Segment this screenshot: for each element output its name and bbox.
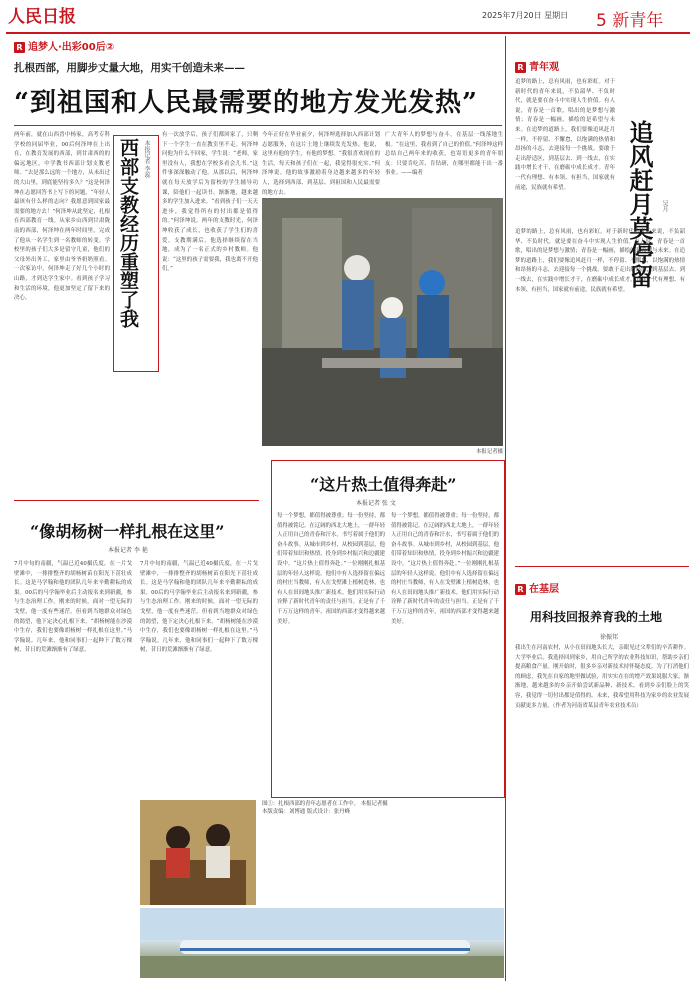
section2-body: 我出生在河南农村，从小在田间地头长大，亲眼见过父辈们的辛苦耕作。大学毕业后，我选择回到家乡，用自己所学的农业科技知识，帮助乡亲们提高粮食产量。刚开始时，很多乡亲对新技术持怀疑态度。为了打消他们的顾虑，我先在自家的地里做试验，用实实在在的增产效果说服大家。渐渐地，越来越多的乡亲开始尝试新品种、新技术。看到乡亲们脸上的笑容，我觉得一切付出都是值得的。未来，我希望用科技为家乡的农业发展贡献更多力量。（作者为河南省某县青年农业技术员） <box>515 645 689 709</box>
section2-rule <box>515 566 689 567</box>
photo-children <box>140 800 256 905</box>
essay-author: 吴月 <box>661 200 668 212</box>
photo-children-illustration <box>140 800 256 905</box>
footer-editor-note: 图①：扎根西部的青年志愿者在工作中。 本报记者摄 <box>262 801 388 807</box>
column-divider <box>505 36 506 981</box>
date-line: 2025年7月20日 星期日 <box>482 11 569 20</box>
second-story-rule <box>14 500 259 501</box>
r-badge-icon: R <box>515 584 526 595</box>
essay-body-main: 追梦的路上，总有风雨，也有彩虹。对于新时代的青年来说，不负韶华、不负时代，就是要在奋斗中实现人生价值。有人说，青春是一首歌，唱出的是梦想与激情；青春是一幅画，描绘的是希望与未来。在追梦的道路上，我们要像追风赶月一样，不停留、不懈怠，以饱满的热情和昂扬的斗志，去迎接每一个挑战。要敢于走出舒适区，到基层去、到一线去，在实践中增长才干，在磨砺中成长成才。青年一代有理想、有本领、有担当，国家就有前途，民族就有希望。 <box>515 229 685 293</box>
photo-train <box>140 908 504 978</box>
kicker-label: R 追梦人·出彩00后② <box>14 38 114 53</box>
photo-workers <box>262 198 503 446</box>
page-label: 5 新青年 <box>596 11 664 31</box>
essay-body-top: 追梦的路上，总有风雨，也有彩虹。对于新时代的青年来说，不负韶华、不负时代，就是要在奋斗中实现人生价值。有人说，青春是一首歌，唱出的是梦想与激情；青春是一幅画，描绘的是希望与未来。在追梦的道路上，我们要像追风赶月一样，不停留、不懈怠，以饱满的热情和昂扬的斗志，去迎接每一个挑战。要敢于走出舒适区，到基层去、到一线去，在实践中增长才干，在磨砺中成长成才。青年一代有理想、有本领、有担当，国家就有前途，民族就有希望。 <box>515 79 615 191</box>
boxed-body-col2: 每一个梦想，都值得被尊重；每一份坚持，都值得被铭记。在辽阔的西北大地上，一群年轻人正用自己的青春和汗水，书写着属于他们的奋斗故事。从城市到乡村，从校园到基层，他们带着知识和热情，投身到乡村振兴和边疆建设中。“这片热土值得奔赴。”一位刚刚扎根基层的年轻人这样说。他们中有人选择留在偏远的村庄当教师，有人在戈壁滩上植树造林，也有人在田间地头推广新技术。他们用实际行动诠释了新时代青年的责任与担当。正是有了千千万万这样的青年，祖国的西部才变得越来越美好。 <box>391 513 499 625</box>
section2-author: 徐振邦 <box>600 634 619 641</box>
photo-train-illustration <box>140 908 504 978</box>
lead-body-col2: 有一次放学后，孩子们都回家了，只剩下一个学生一直在教室里不走。何泽坤问他为什么不回家，学生说：“老师，家里没有人，我想在学校多看会儿书。”这件事深深触动了他。从那以后，何泽坤就在每天放学后为留校的学生辅导功课，陪他们一起读书。渐渐地，越来越多的学生加入进来。“看到孩子们一天天进步，我觉得所有的付出都是值得的。”何泽坤说。两年的支教时光，何泽坤收获了成长，也收获了学生们的喜爱。支教期满后，他选择继续留在当地，成为了一名正式的乡村教师。他说：“这里的孩子需要我，我也离不开他们。” <box>162 132 258 273</box>
footer-credits: 本版责编：刘博通 版式设计：张丹峰 <box>262 809 350 815</box>
photo-caption: 本报记者摄 <box>476 449 503 455</box>
side-byline: 本报记者 李蕊 <box>143 140 150 178</box>
photo-workers-illustration <box>262 198 503 446</box>
boxed-byline: 本报记者 张 文 <box>356 500 396 507</box>
lead-body-col4: 广大青年人的梦想与奋斗，在基层一线落地生根。“在这里，我看到了自己的价值。”何泽坤这样总结自己两年来的收获，也寄语更多的青年朋友：只要肯吃苦、肯钻研，在哪里都能干出一番事业。——编者 <box>385 132 503 177</box>
lead-body-col1: 两年前，就在山西晋中杨家，高考专科学校的同届毕业，00后何泽坤在上出在，在教育发展的西部，到甘肃西的的偏远地区，中学教书西部计划支教老师。“去是那么远的一个地方，从未出过的大山里，到底能坚持多久？”这是何泽坤在志愿回答书上写下的问题。“年轻人最该有什么样的志向？我愿意到国家最需要的地方去！”何泽坤从此坚定，扎根在西部教育一线。从家乡山西到甘肃陇南的西部，何泽坤在两年时间里，完成了他从一名学生到一名教师的转变。学校里的孩子们大多是留守儿童，他们的父母外出务工，家里由爷爷奶奶照看。一次家访中，何泽坤走了好几个小时的山路，才到达学生家中。看到孩子学习和生活的环境，他更加坚定了留下来的决心。 <box>14 132 110 302</box>
side-title-frame <box>113 135 159 372</box>
lead-subhead: 扎根西部，用脚步丈量大地，用实干创造未来—— <box>14 62 245 74</box>
headline-rule <box>14 125 502 126</box>
section2-headline: 用科技回报养育我的土地 <box>530 610 663 624</box>
r-badge-icon: R <box>515 62 526 73</box>
lead-headline: “到祖国和人民最需要的地方发光发热” <box>14 88 478 118</box>
boxed-body-col1: 每一个梦想，都值得被尊重；每一份坚持，都值得被铭记。在辽阔的西北大地上，一群年轻人正用自己的青春和汗水，书写着属于他们的奋斗故事。从城市到乡村，从校园到基层，他们带着知识和热情，投身到乡村振兴和边疆建设中。“这片热土值得奔赴。”一位刚刚扎根基层的年轻人这样说。他们中有人选择留在偏远的村庄当教师，有人在戈壁滩上植树造林，也有人在田间地头推广新技术。他们用实际行动诠释了新时代青年的责任与担当。正是有了千千万万这样的青年，祖国的西部才变得越来越美好。 <box>277 513 385 625</box>
second-headline: “像胡杨树一样扎根在这里” <box>30 522 225 541</box>
section1-label: R 青年观 <box>515 58 559 73</box>
footer-notes <box>262 800 502 848</box>
second-byline: 本报记者 李 艳 <box>108 547 148 554</box>
section2-label: R 在基层 <box>515 580 559 595</box>
side-title: 西部支教经历重塑了我 <box>117 138 139 328</box>
boxed-headline: “这片热土值得奔赴” <box>310 475 457 494</box>
masthead-rule <box>6 32 690 34</box>
second-body-col1: 7月中旬的南疆，气温已近40摄氏度，在一片戈壁滩中，一排排整齐的胡杨树苗在阳光下茁壮成长。这是马学翰和他的团队几年来辛勤耕耘的成果。00后的马学翰毕业后主动报名来到新疆，参与生态治理工作。刚来的时候，面对一望无际的戈壁，他一度有些迷茫。但看到当地群众对绿色的渴望，他下定决心扎根下来。“胡杨树能在沙漠中生存，我们也要像胡杨树一样扎根在这里。”马学翰说。几年来，他和同事们一起种下了数万棵树，昔日的荒滩渐渐有了绿意。 <box>14 561 132 654</box>
r-badge-icon: R <box>14 42 25 53</box>
essay-title: 追风赶月莫停留 <box>625 120 654 288</box>
lead-body-col3: 今年正好在毕业前夕，何泽坤选择加入西部计划志愿服务，在这片土地上继续发光发热。他说，这里有他的学生，有他的梦想。“我很喜欢现在的生活，每天和孩子们在一起，我觉得很充实。”何泽坤说。他的故事激励着身边越来越多的年轻人，选择到西部、到基层、到祖国和人民最需要的地方去。 <box>262 132 380 196</box>
second-body-col2: 7月中旬的南疆，气温已近40摄氏度，在一片戈壁滩中，一排排整齐的胡杨树苗在阳光下茁壮成长。这是马学翰和他的团队几年来辛勤耕耘的成果。00后的马学翰毕业后主动报名来到新疆，参与生态治理工作。刚来的时候，面对一望无际的戈壁，他一度有些迷茫。但看到当地群众对绿色的渴望，他下定决心扎根下来。“胡杨树能在沙漠中生存，我们也要像胡杨树一样扎根在这里。”马学翰说。几年来，他和同事们一起种下了数万棵树，昔日的荒滩渐渐有了绿意。 <box>140 561 258 654</box>
newspaper-logo: 人民日报 <box>8 7 76 27</box>
